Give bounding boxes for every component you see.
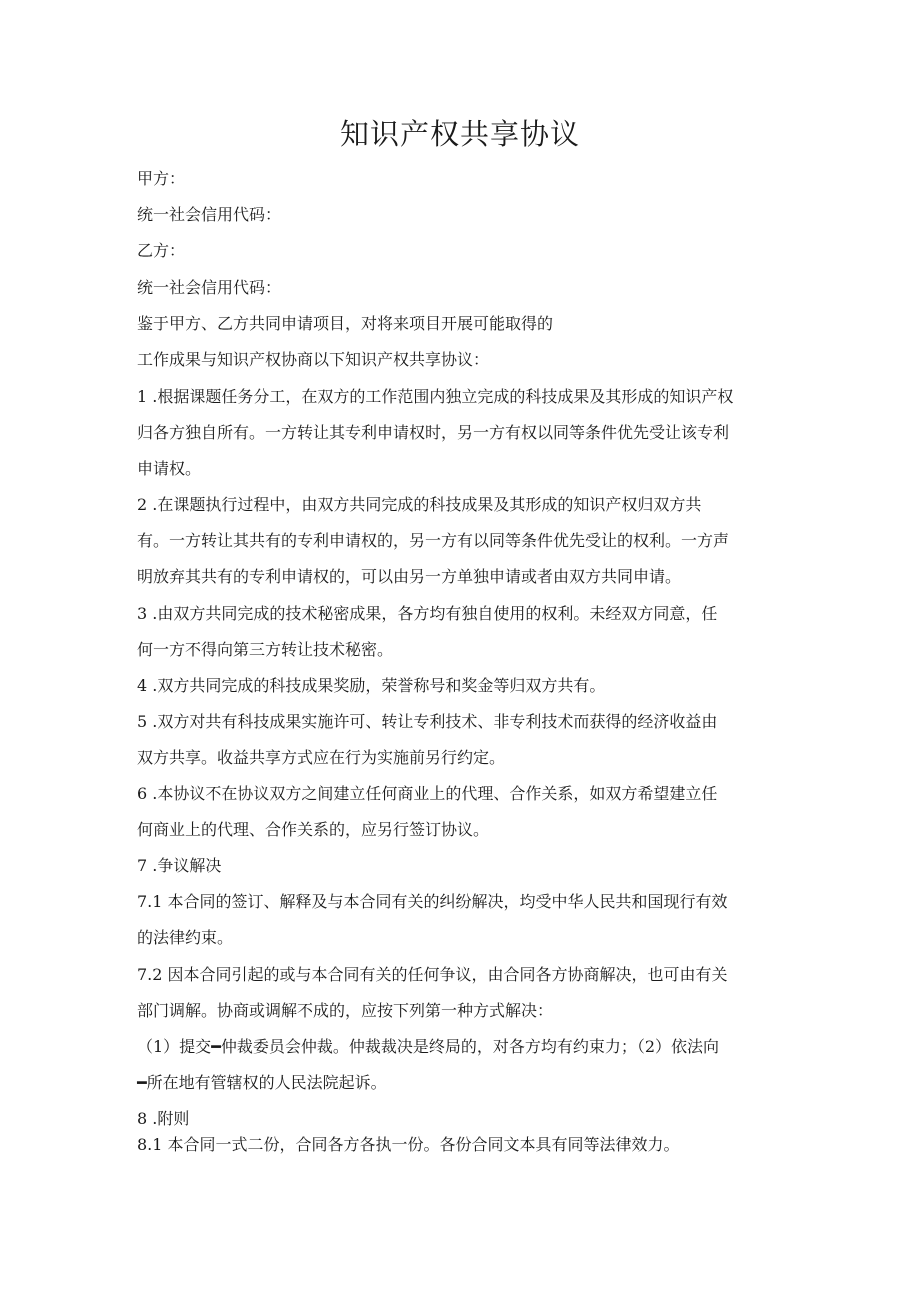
clause-7-2-line-1: 7.2 因本合同引起的或与本合同有关的任何争议，由合同各方协商解决，也可由有关 [137,965,728,984]
party-a-label: 甲方： [137,169,186,188]
clause-6-line-2: 何商业上的代理、合作关系的，应另行签订协议。 [137,820,490,839]
clause-8-heading: 8 .附则 [137,1109,190,1128]
clause-7-2-line-2: 部门调解。协商或调解不成的，应按下列第一种方式解决： [137,1001,554,1020]
document-title: 知识产权共享协议 [339,117,580,151]
clause-5-line-2: 双方共享。收益共享方式应在行为实施前另行约定。 [137,748,506,767]
party-b-label: 乙方： [137,241,186,260]
clause-3-line-2: 何一方不得向第三方转让技术秘密。 [137,640,394,659]
clause-2-line-3: 明放弃其共有的专利申请权的，可以由另一方单独申请或者由双方共同申请。 [137,567,682,586]
clause-2-line-1: 2 .在课题执行过程中，由双方共同完成的科技成果及其形成的知识产权归双方共 [137,495,702,514]
clause-7-1-line-2: 的法律约束。 [137,928,234,947]
preamble-line-2: 工作成果与知识产权协商以下知识产权共享协议： [137,350,490,369]
preamble-line-1: 鉴于甲方、乙方共同申请项目，对将来项目开展可能取得的 [137,314,554,333]
clause-2-line-2: 有。一方转让其共有的专利申请权的，另一方有以同等条件优先受让的权利。一方声 [137,531,730,550]
clause-8-1-line-1: 8.1 本合同一式二份，合同各方各执一份。各份合同文本具有同等法律效力。 [137,1135,680,1154]
clause-3-line-1: 3 .由双方共同完成的技术秘密成果，各方均有独自使用的权利。未经双方同意，任 [137,604,718,623]
clause-7-1-line-1: 7.1 本合同的签订、解释及与本合同有关的纠纷解决，均受中华人民共和国现行有效 [137,892,728,911]
clause-7-2-option-line-1: （1）提交━仲裁委员会仲裁。仲裁裁决是终局的，对各方均有约束力；（2）依法向 [137,1037,719,1056]
party-a-credit-code: 统一社会信用代码： [137,205,282,224]
clause-1-line-1: 1 .根据课题任务分工，在双方的工作范围内独立完成的科技成果及其形成的知识产权 [137,387,734,406]
clause-6-line-1: 6 .本协议不在协议双方之间建立任何商业上的代理、合作关系，如双方希望建立任 [137,784,718,803]
clause-7-heading: 7 .争议解决 [137,856,222,875]
clause-1-line-3: 申请权。 [137,459,202,478]
clause-4-line-1: 4 .双方共同完成的科技成果奖励，荣誉称号和奖金等归双方共有。 [137,676,606,695]
clause-7-2-option-line-2: ━所在地有管辖权的人民法院起诉。 [137,1073,387,1092]
party-b-credit-code: 统一社会信用代码： [137,278,282,297]
clause-1-line-2: 归各方独自所有。一方转让其专利申请权时，另一方有权以同等条件优先受让该专利 [137,423,730,442]
clause-5-line-1: 5 .双方对共有科技成果实施许可、转让专利技术、非专利技术而获得的经济收益由 [137,712,718,731]
